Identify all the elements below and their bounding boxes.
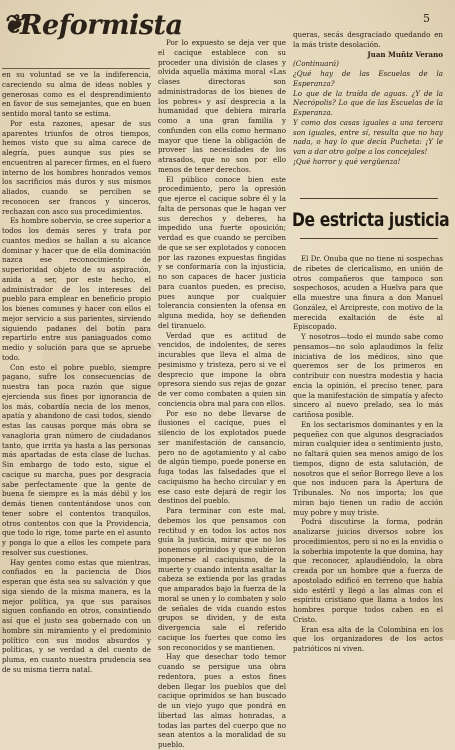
paragraph: El público conoce bien este procedimiento, pero la opresión que ejerce el cacique sobre él y la falta de personas que le hagan ver sus derechos y deberes, ha impedido una fuerte oposición; verdad es que cuando se perciben de que se ser explotados y conocen por las razones expuestas fingidas y se conformaría con la injusticia, no son capaces de hacer justicia para cuantos pueden, es preciso, pues aunque por cualquier tolerancia consienten la ofensa en alguna medida, hoy se defienden del tiranuelo. <box>158 174 286 330</box>
author-signature: Juan Muñiz Verano <box>367 49 443 59</box>
masthead-logo <box>2 6 183 69</box>
poem-line: queras, secás desgraciado quedando en la más triste desolación. <box>293 30 443 49</box>
paragraph: El Dr. Onuba que no tiene ni sospechas de ribetes de clericalismo, en unión de otros compañeros que tampoco son sospechosos, acuden a Huelva para que ella muestre una finura a don Manuel González, el Arcipreste, con motivo de la merecida exaltación de éste al Episcopado. <box>293 254 443 332</box>
divider <box>300 238 438 239</box>
paragraph: Es hombre sobervio, se cree superior a todos los demás seres y trata por cuantos medios se hallan a su alcance dominar y hacer que de ella dominación nazca ese reconocimiento de superioridad objeto de su aspiración, anida a ser, por este hecho, el administrador de los intereses del pueblo para emplear en beneficio propio los bienes comunes y hacer con ellos el mejor servicio a sus parientes, sirviendo siguiendo padanes del botín para repartirlo entre sus paniaguados como medio y solución para que se apruebe todo. <box>2 216 151 362</box>
paragraph: Y nosotros—todo el mundo sabe como pensamos—no solo aplaudimos la feliz iniciativa de los médicos, sino que queremos ser de los primeros en contribuir con nuestra modestia y hacia encia la opinión, el preciso tener, para que la manifestación de simpatía y afecto sincero al nuevo prelado, sea lo más cariñosa posible. <box>293 332 443 419</box>
paragraph: Para terminar con este mal, debemos los que pensamos con rectitud y en todos los actos nos guía la justicia, mirar que no los ponemos oprimidos y que subieron imponerse al caciquismo, de la muerte y cuando intenta asaltar la cabeza se extienda por las gradas que amparados bajo la fuerza de la moral se unen y lo combaten y solo de señales de vida cuando estos grupos se dividen, y de esta divergencia sale el referido cacique los fuertes que como les son reconocidos y se mantienen. <box>158 506 286 652</box>
article-column-left <box>2 70 151 674</box>
divider <box>300 198 438 199</box>
poem-column <box>293 30 443 170</box>
article-column-right <box>293 254 443 653</box>
masthead-title: Reformista <box>20 10 183 41</box>
page-number: 5 <box>423 12 430 25</box>
ornament-icon: ❦ <box>2 10 24 40</box>
paragraph: Hay que desechar todo temor cuando se persigue una obra redentora, pues a estos fines deben llegar los pueblos que del cacique oprimidos se han buscado de un viejo yugo que pondrá en libertad las almas honradas, a todas las partes del cuerpo que no sean atentos a la moralidad de su pueblo. <box>158 652 286 749</box>
paragraph: Eran esa alta de la Colombina en los que los organizadores de los actos patrióticos ni viven. <box>293 624 443 653</box>
paragraph: Hay gentes como estas que mientras, confiados en la paciencia de Dios esperan que ésta sea su salvación y que siga siendo de la misma manera, es la mejor política, ya que sus paraísos siguen confiando en otros, consintiendo así que el justo sea gobernado con un hombre sin miramiento y el predominio político con sus modos absurdos y políticas, y se verdad a del cuento de pluma, en cuanto nuestra prudencia sea de su misma tierra natal. <box>2 557 151 674</box>
paragraph: En los sectarismos dominantes y en la pequeñez con que algunos desgraciados miran cualquier idea o sentimiento justo, no faltará quien sea menos amigo de los tiempos, digno de esta salutación, de nosotros que el señor Borrego lleve a los que nos inducen para la Apertura de Tribunales. No nos importa; los que miran bajo tienen un radio de acción muy pobre y muy triste. <box>293 419 443 517</box>
paragraph: Podrá discutirse la forma, podrán analizarse juicios diversos sobre los procedimientos, pero si no es la envidia o la soberbia impotente la que domina, hay que reconocer, aplaudiéndolo, la obra creada por un hombre que a fuerza de apostolado edificó en terreno que había sido estéril y llegó a las almas con el espíritu cristiano que llama a todos los hombres porque todos caben en el Cristo. <box>293 517 443 624</box>
paragraph: Verdad que es actitud de vencidos, de indolentes, de seres incurables que lleva el alma de pesimismo y tristeza, pero si ve el desprecio que impone la obra opresora siendo sus rejas de gozar de ver como combaten a quien sin conciencia obra mal para con ellos. <box>158 330 286 408</box>
poem-stanza: Lo que de la traída de aguas. ¿Y de la Necrópolis? Lo que de las Escuelas de la Esperanza. <box>293 88 443 117</box>
poem-stanza: ¡Qué horror y qué vergüenza! <box>293 156 401 166</box>
continued-note: (Continuará) <box>293 59 339 69</box>
paragraph: Con esto el pobre pueblo, siempre pagano, sufre los consecuencias de nuestra tan poca razón que sigue ejercienda sus fines por ignorancia de los más, cobardía necia de los menos, apatía y abandono de casi todos, siendo estas las causas porque más obra se vanagloria gran número de ciudadanos tanto, que irrita ya hasta a las personas más apartadas de esta clase de luchas. Sin embargo de todo esto, sigue el cacique su marcha, pues por desgracia sabe perfectamente que la gente de buena fe siempre es la más débil y los demás tienen contentándose unos con tener sobre el contentos tranquilos, otros contentos con que la Providencia, que todo lo rige, tome parte en el asunto y ponga lo que a ellos les compete para resolver sus cuestiones. <box>2 362 151 557</box>
article-headline: De estricta justicia <box>292 209 450 231</box>
paragraph: Por eso no debe llevarse de ilusiones el cacique, pues el silencio de los explotados puede ser manifestación de cansancio, pero no de agotamiento y al cabo de algún tiempo, puede ponerse en fuga todas las falsedades que el caciquismo ha hecho circular y en ese caso este dejará de regir los destinos del pueblo. <box>158 408 286 506</box>
paragraph: Por esta razones, apesar de sus aparentes triunfos de otros tiempos, hemos visto que su alma carece de alegría, pues aunque sus pies se encuentren al parecer firmes, en el fuero interno de los hombres honrados vemos los sacrificios más duros y sus mismos aliados, cuando se perciben se reconocen ser francos y sinceros, rechazan con asco sus procedimientos. <box>2 118 151 216</box>
poem-stanza: Y como dos casas iguales a una tercera son iguales, entre sí, resulta que no hay nada, o hay lo que decía Pucheta: ¡Y le van a dar otro golpe a los concejales! <box>293 117 443 156</box>
paragraph: en su voluntad se ve la indiferencia, careciendo su alma de ideas nobles y generosas como es el desprendimiento en favor de sus semejantes, que en buen sentido moral tanto se estima. <box>2 70 151 118</box>
poem-stanza: ¿Qué hay de las Escuelas de la Esperanza? <box>293 69 443 88</box>
paragraph: Por lo expuesto se deja ver que el cacique establece con su proceder una división de clases y olvida aquella máxima moral «Las clases directoras son administradoras de los bienes de los pobres» y así desprecia a la humanidad que debiera mirarla como a una gran familia y confunden con ella como hermano mayor que tiene la obligación de proveer las necesidades de los atrasados, que no son por ello menos de tener derechos. <box>158 38 286 174</box>
article-column-middle <box>158 38 286 749</box>
